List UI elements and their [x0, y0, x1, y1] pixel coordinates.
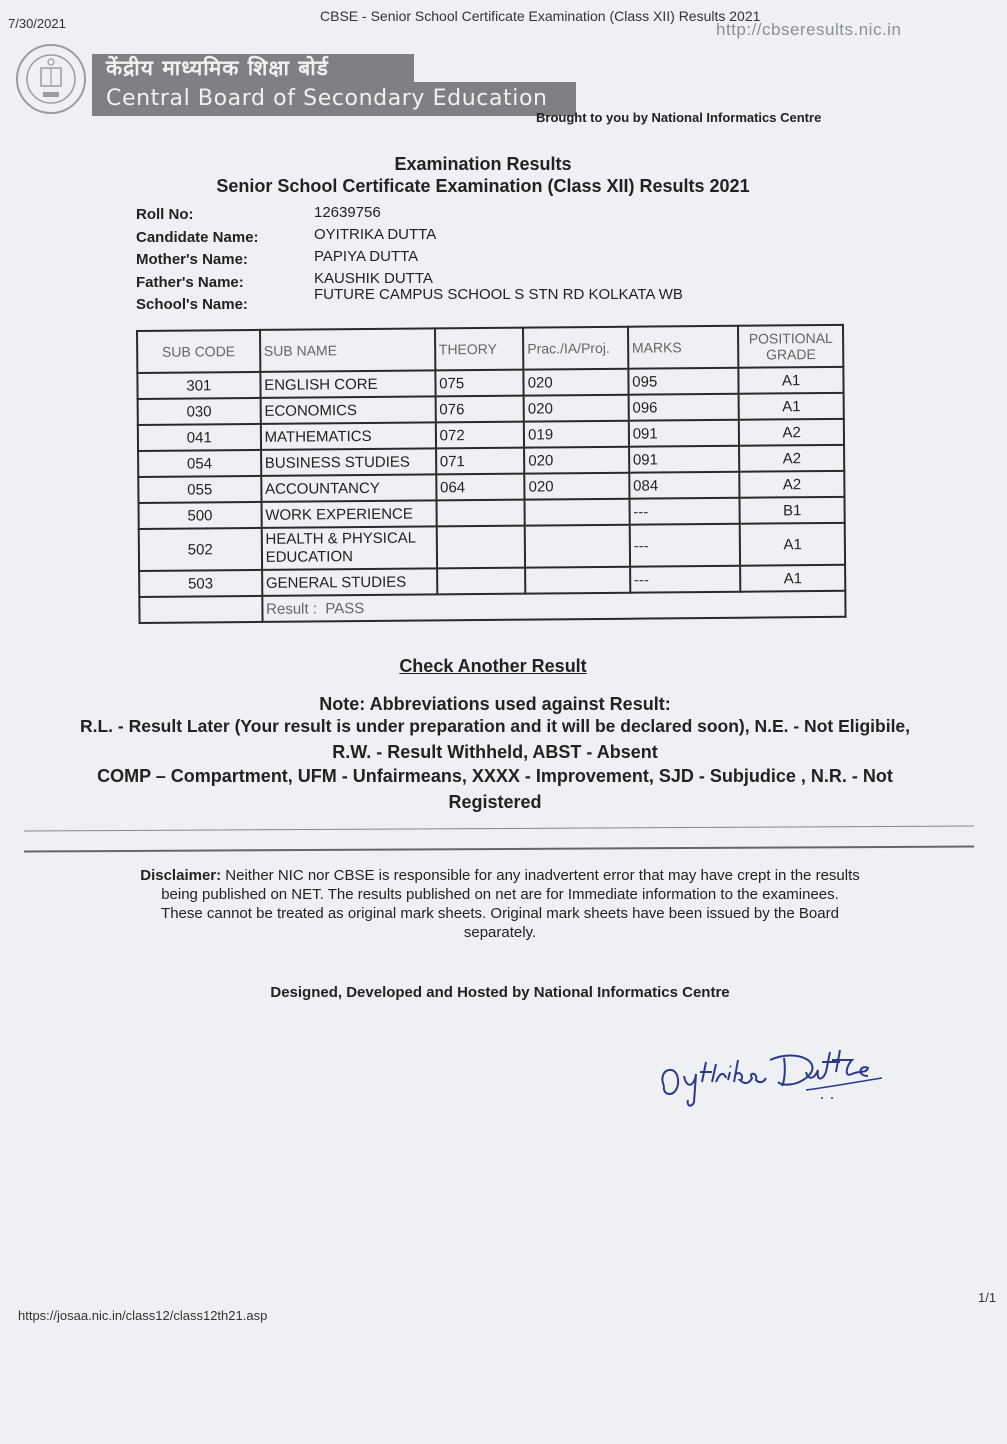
positional-grade: A1 [740, 565, 845, 592]
positional-grade: A1 [739, 393, 844, 420]
separator-line [24, 826, 974, 832]
total-marks: 091 [629, 420, 740, 447]
sub-name: MATHEMATICS [261, 422, 436, 450]
sub-name: ECONOMICS [260, 396, 435, 424]
table-row [139, 523, 845, 571]
board-name-english: Central Board of Secondary Education [92, 82, 576, 116]
sub-code: 301 [137, 372, 260, 399]
result-label: Result : [266, 599, 318, 618]
total-marks: --- [629, 524, 740, 567]
total-marks: --- [629, 498, 740, 525]
theory-marks [436, 500, 525, 527]
total-marks: 096 [628, 394, 739, 421]
footer-url[interactable]: https://josaa.nic.in/class12/class12th21.asp [18, 1308, 268, 1323]
note-line-2: R.W. - Result Withheld, ABST - Absent [332, 742, 658, 762]
sub-name: ENGLISH CORE [260, 370, 435, 398]
disclaimer-text: Neither NIC nor CBSE is responsible for any inadvertent error that may have crept in the results being published on NET. The results published on net are for Immediate information to the examinees. These cannot be treated as original mark sheets. Original mark sheets have been issued by the Board separately. [161, 867, 860, 941]
designed-by: Designed, Developed and Hosted by National Informatics Centre [270, 984, 730, 1001]
total-marks: --- [630, 566, 741, 593]
header-theory: THEORY [435, 328, 524, 371]
header-practical: Prac./IA/Proj. [523, 327, 628, 370]
practical-marks: 020 [524, 473, 629, 500]
disclaimer-label: Disclaimer: [140, 867, 222, 884]
sub-name: ACCOUNTANCY [261, 474, 436, 502]
practical-marks: 020 [524, 395, 629, 422]
positional-grade: A2 [739, 419, 844, 446]
theory-marks [436, 526, 525, 569]
total-marks: 091 [629, 446, 740, 473]
header-sub-code: SUB CODE [137, 330, 260, 373]
sub-code: 055 [138, 476, 261, 503]
roll-label: Roll No: [136, 206, 194, 223]
theory-marks: 064 [436, 474, 525, 501]
sub-code: 500 [139, 502, 262, 529]
school-name-value: FUTURE CAMPUS SCHOOL S STN RD KOLKATA WB [314, 286, 683, 303]
sub-code: 503 [139, 570, 262, 597]
theory-marks: 072 [435, 422, 524, 449]
practical-marks: 019 [524, 421, 629, 448]
positional-grade: A1 [739, 367, 844, 394]
positional-grade: B1 [740, 497, 845, 524]
header-marks: MARKS [628, 326, 739, 369]
mother-name-value: PAPIYA DUTTA [314, 248, 419, 265]
header-grade: POSITIONAL GRADE [738, 325, 843, 368]
sub-code: 041 [138, 424, 261, 451]
sub-name: GENERAL STUDIES [262, 568, 437, 596]
sub-code: 030 [138, 398, 261, 425]
mother-name-label: Mother's Name: [136, 251, 248, 268]
note-line-1: R.L. - Result Later (Your result is under preparation and it will be declared soon), N.E. - Not Eligibile, [79, 716, 911, 736]
cbse-logo-icon [14, 42, 88, 116]
father-name-label: Father's Name: [136, 274, 244, 291]
sub-name: BUSINESS STUDIES [261, 448, 436, 476]
school-name-label: School's Name: [136, 296, 248, 313]
positional-grade: A2 [739, 445, 844, 472]
disclaimer [140, 866, 860, 942]
total-marks: 084 [629, 472, 740, 499]
sub-code: 502 [139, 528, 262, 571]
candidate-name-value: OYITRIKA DUTTA [314, 226, 437, 243]
candidate-name-label: Candidate Name: [136, 229, 259, 246]
board-banner [92, 54, 576, 116]
note-line-4: Registered [448, 792, 542, 812]
signature-icon [656, 1042, 886, 1110]
practical-marks [525, 499, 630, 526]
note-title: Note: Abbreviations used against Result: [319, 694, 671, 714]
page-number: 1/1 [978, 1290, 997, 1305]
sub-name: HEALTH & PHYSICAL EDUCATION [261, 526, 436, 570]
separator-line [24, 846, 974, 853]
positional-grade: A1 [740, 523, 845, 566]
print-date: 7/30/2021 [8, 16, 66, 31]
theory-marks: 076 [435, 396, 524, 423]
theory-marks [437, 568, 526, 595]
theory-marks: 071 [436, 448, 525, 475]
practical-marks: 020 [524, 447, 629, 474]
positional-grade: A2 [740, 471, 845, 498]
total-marks: 095 [628, 368, 739, 395]
site-url[interactable]: http://cbseresults.nic.in [716, 20, 902, 39]
brought-by: Brought to you by National Informatics Centre [536, 110, 822, 125]
practical-marks [525, 567, 630, 594]
board-name-hindi: केंद्रीय माध्यमिक शिक्षा बोर्ड [92, 54, 414, 82]
print-title: CBSE - Senior School Certificate Examination (Class XII) Results 2021 [320, 8, 761, 24]
table-header-row [137, 325, 843, 373]
check-another-result-link[interactable]: Check Another Result [399, 656, 587, 676]
marks-table [136, 324, 847, 624]
sub-name: WORK EXPERIENCE [261, 500, 436, 528]
note-line-3: COMP – Compartment, UFM - Unfairmeans, XXXX - Improvement, SJD - Subjudice , N.R. - Not [97, 766, 893, 786]
result-row [139, 591, 845, 623]
theory-marks: 075 [435, 370, 524, 397]
result-value: PASS [325, 599, 365, 617]
practical-marks: 020 [524, 369, 629, 396]
practical-marks [525, 525, 630, 568]
results-subheading: Senior School Certificate Examination (Class XII) Results 2021 [216, 176, 750, 196]
result-cell [262, 591, 846, 622]
header-sub-name: SUB NAME [260, 328, 435, 372]
results-heading: Examination Results [394, 154, 572, 174]
sub-code: 054 [138, 450, 261, 477]
result-blank-cell [139, 596, 262, 623]
roll-value: 12639756 [314, 204, 381, 221]
father-name-value: KAUSHIK DUTTA [314, 270, 433, 287]
